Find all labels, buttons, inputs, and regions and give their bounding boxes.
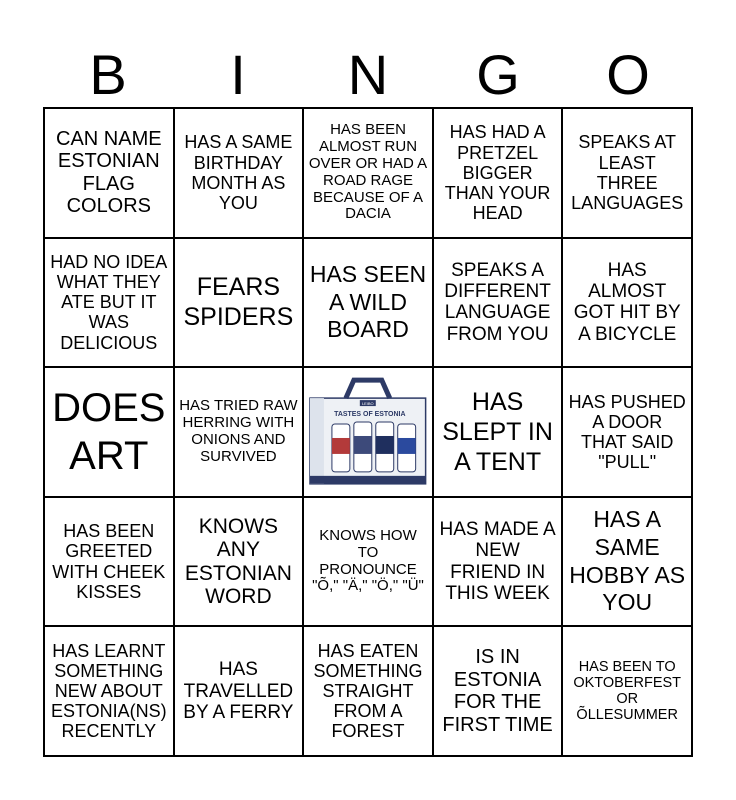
bingo-cell[interactable]: SPEAKS A DIFFERENT LANGUAGE FROM YOU (433, 238, 563, 368)
bingo-cell[interactable]: HAS A SAME HOBBY AS YOU (562, 497, 692, 627)
beer-gift-pack-image (306, 376, 430, 488)
bingo-cell[interactable]: HAS PUSHED A DOOR THAT SAID "PULL" (562, 367, 692, 497)
free-space[interactable] (303, 367, 433, 497)
header-letter-b: B (89, 43, 127, 106)
bingo-cell[interactable]: HAS SEEN A WILD BOARD (303, 238, 433, 368)
bingo-cell[interactable]: HAD NO IDEA WHAT THEY ATE BUT IT WAS DELICIOUS (44, 238, 174, 368)
header-letter-o: O (606, 43, 650, 106)
bingo-cell[interactable]: HAS BEEN GREETED WITH CHEEK KISSES (44, 497, 174, 627)
bingo-cell[interactable]: FEARS SPIDERS (174, 238, 304, 368)
bingo-cell[interactable]: HAS TRIED RAW HERRING WITH ONIONS AND SURVIVED (174, 367, 304, 497)
bingo-cell[interactable]: IS IN ESTONIA FOR THE FIRST TIME (433, 626, 563, 756)
bingo-cell[interactable]: HAS HAD A PRETZEL BIGGER THAN YOUR HEAD (433, 108, 563, 238)
bingo-cell[interactable]: HAS LEARNT SOMETHING NEW ABOUT ESTONIA(NS) RECENTLY (44, 626, 174, 756)
bingo-cell[interactable]: SPEAKS AT LEAST THREE LANGUAGES (562, 108, 692, 238)
bingo-cell[interactable]: HAS BEEN TO OKTOBERFEST OR ÕLLESUMMER (562, 626, 692, 756)
brand-text: LEIBO (362, 401, 374, 407)
bingo-cell[interactable]: HAS BEEN ALMOST RUN OVER OR HAD A ROAD RAGE BECAUSE OF A DACIA (303, 108, 433, 238)
header-letter-g: G (476, 43, 520, 106)
bingo-cell[interactable]: HAS TRAVELLED BY A FERRY (174, 626, 304, 756)
header-letter-n: N (347, 43, 389, 106)
bingo-cell[interactable]: KNOWS HOW TO PRONOUNCE "Õ," "Ä," "Ö," "Ü" (303, 497, 433, 627)
header-letter-i: I (230, 43, 246, 106)
bingo-cell[interactable]: KNOWS ANY ESTONIAN WORD (174, 497, 304, 627)
bingo-cell[interactable]: DOES ART (44, 367, 174, 497)
bingo-cell[interactable]: CAN NAME ESTONIAN FLAG COLORS (44, 108, 174, 238)
bingo-cell[interactable]: HAS EATEN SOMETHING STRAIGHT FROM A FOREST (303, 626, 433, 756)
bingo-cell[interactable]: HAS SLEPT IN A TENT (433, 367, 563, 497)
bingo-header (43, 42, 693, 108)
bingo-cell[interactable]: HAS ALMOST GOT HIT BY A BICYCLE (562, 238, 692, 368)
box-title-text: TASTES OF ESTONIA (334, 411, 406, 419)
bingo-cell[interactable]: HAS A SAME BIRTHDAY MONTH AS YOU (174, 108, 304, 238)
bingo-grid (43, 107, 693, 757)
bingo-cell[interactable]: HAS MADE A NEW FRIEND IN THIS WEEK (433, 497, 563, 627)
